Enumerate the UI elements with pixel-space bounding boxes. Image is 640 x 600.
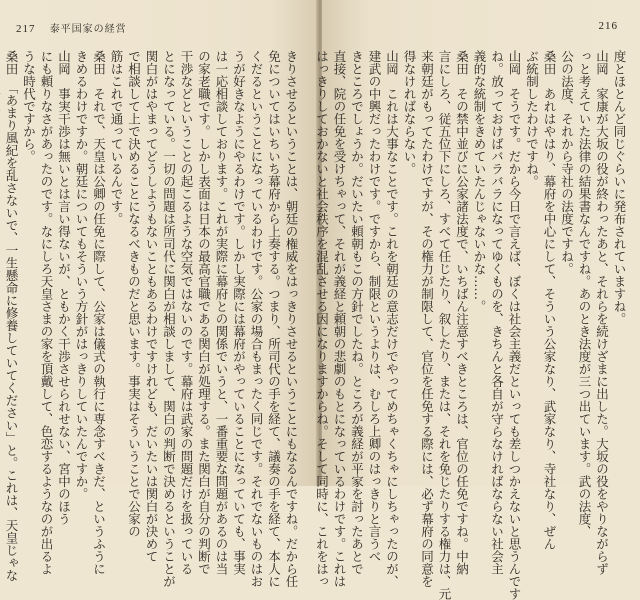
text-line: にも頼りなさがあったのです。なにしろ天皇さまの家を頂戴して、色恋するようなのが出るよ bbox=[39, 50, 54, 575]
text-line: 筋はこれで通っているんです。 bbox=[109, 50, 124, 225]
text-line: きところでしょうか。だいたい頼朝もこの方針でしたね。ところが義経が平家を討ったあとで bbox=[349, 50, 365, 575]
text-line: ね。放っておけばバラバラになってゆくものを、きちんと各自が守らなければならない社会主 bbox=[489, 50, 505, 575]
text-line: 免についてはいちいち幕府から上奏する。つまり、所司代の手を経て、議奏の手を経て、本人に bbox=[266, 50, 282, 588]
text-line: 桑田 それで、天皇は公卿の任免に際して、公家は儀式の執行に専念すべきだ、というふうに bbox=[91, 50, 107, 575]
left-page-number: 217 bbox=[16, 23, 36, 35]
running-title: 泰平国家の経営 bbox=[49, 24, 127, 35]
text-line: 桑田 「あまり風紀を乱さないで、一生懸命に修養していてください」と。これは、天皇じゃな bbox=[4, 50, 19, 582]
text-line: 関白がはやまってどうしようもないこともあるわけですけれども、だいたいは関白が決めて bbox=[144, 50, 159, 563]
left-page-header bbox=[16, 20, 127, 35]
text-line: ぶ統制したわけですね。 bbox=[524, 50, 540, 188]
text-line: 得なければならない。 bbox=[402, 50, 417, 175]
text-line: くだるということになっているわけです。公家の場合もまったく同じです。それでないものはお bbox=[249, 50, 264, 588]
text-line: で相談して上で決めることになるべきものだと思います。事実はそういうことで公家の bbox=[126, 50, 142, 538]
text-line: 山岡 事実干渉は無いとは言い得ないが、ともかく干渉させられせない、宮中のほう bbox=[56, 50, 72, 525]
right-page-text bbox=[313, 50, 628, 600]
right-page-number: 216 bbox=[598, 20, 618, 32]
text-line: は一応相談しております。これが実際に幕府との関係でいうと、一番重要な問題があるのは当 bbox=[214, 50, 229, 575]
text-line: 建武の中興だったわけです。ですから、制限というよりは、むしろ上卿のはっきりと言うべ bbox=[367, 50, 382, 563]
text-line: きめるわけですか。朝廷についてもそういう方針がはっきりしていたんですか。 bbox=[74, 50, 89, 500]
text-line: 山岡 これは大事なことです。これを朝廷の意志だけでやってめちゃくちゃにしちゃったのが、 bbox=[384, 50, 400, 588]
right-page-header bbox=[599, 20, 619, 32]
text-line: っと考えていた法律の結果書なんですね。あのとき法度が三つ出ています。武の法度、 bbox=[577, 50, 592, 538]
text-line: 桑田 あれはやはり、幕府を中心にして、そういう公家なり、武家なり、寺社なり、ぜん bbox=[542, 50, 557, 550]
text-line: 山岡 そうです。だから今日で言えば、ぼくは社会主義だといっても差しつかえないと思うんです bbox=[507, 50, 522, 600]
text-line: 度とほとんど同じぐらいに発布されていますね。 bbox=[612, 50, 627, 325]
text-line: うな時代ですから。 bbox=[21, 50, 37, 163]
text-line: 桑田 その禁中並びに公家諸法度で、いちばん注意すべきところは、官位の任免ですね。中納 bbox=[454, 50, 470, 575]
text-line: きりさせるということは、朝廷の権威をはっきりさせるということにもなるんですね。だから任 bbox=[284, 50, 299, 588]
text-line: 来朝廷がもってたわけですが、その権力が制限して、官位を任免する際には、必ず幕府の同意を bbox=[419, 50, 435, 588]
text-line: うが好きなようにやるわけです。しかし実際には幕府がやっていることになっていても、事実 bbox=[231, 50, 247, 575]
text-line: 山岡 家康が大坂の役が終わったあと、それらを続けざまに出した。大坂の役をやりながらず bbox=[594, 50, 610, 575]
text-line: とになっている。一切の問題は所司代に関白が相談しまして、関白の判断で決めるということが bbox=[161, 50, 177, 588]
text-line: 干渉などということの起こるような空気ではないのです。幕府は武家の問題だけを扱っている bbox=[179, 50, 194, 575]
right-page bbox=[314, 0, 640, 600]
text-line: 義的な統制をきめていたんじゃないかな……。 bbox=[472, 50, 487, 313]
text-line: 公の法度、それから寺社の法度ですね。 bbox=[559, 50, 575, 275]
text-line: 言にしろ、従五位下にしろ、すべて任じたり、叙したり、または、それを免じたりする権力は、元 bbox=[437, 50, 452, 600]
text-line: はっきりしておかないと社会秩序を混乱させる因になりますからね。そして同時に、これをはっ bbox=[314, 50, 330, 588]
text-line: 直接、院の任免を受けちゃって、それが義経と頼朝の悲劇のもとになっているわけです。これは bbox=[332, 50, 347, 588]
text-line: の家老職です。しかし表面は日本の最高官職である関白が処理する。また関白が自分の判断で bbox=[196, 50, 212, 575]
left-page-text bbox=[0, 50, 300, 588]
left-page bbox=[0, 0, 318, 588]
